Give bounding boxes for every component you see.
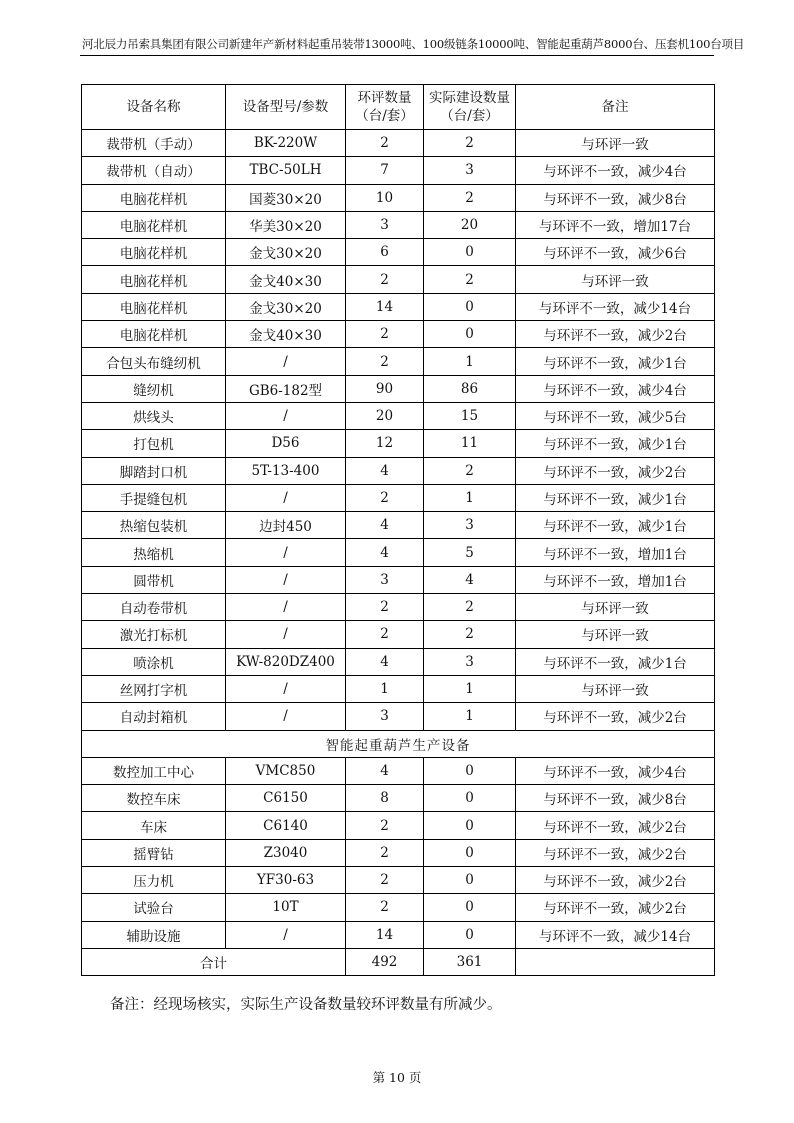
cell-model: D56	[226, 430, 346, 457]
cell-name: 圆带机	[82, 566, 226, 593]
cell-model: 金戈40×30	[226, 266, 346, 293]
cell-remark: 与环评不一致，减少8台	[516, 184, 715, 211]
cell-actual-qty: 5	[424, 539, 516, 566]
cell-model: /	[226, 539, 346, 566]
table-row	[82, 785, 715, 812]
cell-model: C6140	[226, 812, 346, 839]
cell-eia-qty: 2	[346, 130, 424, 157]
cell-actual-qty: 0	[424, 785, 516, 812]
cell-actual-qty: 1	[424, 675, 516, 702]
cell-name: 自动封箱机	[82, 703, 226, 730]
cell-remark: 与环评一致	[516, 266, 715, 293]
cell-remark: 与环评不一致，减少2台	[516, 839, 715, 866]
cell-model: TBC-50LH	[226, 157, 346, 184]
cell-actual-qty: 0	[424, 293, 516, 320]
cell-actual-qty: 2	[424, 457, 516, 484]
cell-eia-qty: 2	[346, 621, 424, 648]
cell-model: C6150	[226, 785, 346, 812]
table-row	[82, 484, 715, 511]
cell-model: 金戈30×20	[226, 239, 346, 266]
cell-name: 数控加工中心	[82, 757, 226, 784]
cell-remark: 与环评不一致，减少5台	[516, 402, 715, 429]
cell-actual-qty: 2	[424, 184, 516, 211]
cell-name: 热缩机	[82, 539, 226, 566]
cell-model: /	[226, 594, 346, 621]
cell-actual-qty: 15	[424, 402, 516, 429]
cell-model: KW-820DZ400	[226, 648, 346, 675]
total-eia-qty: 492	[346, 948, 424, 975]
cell-eia-qty: 12	[346, 430, 424, 457]
cell-name: 激光打标机	[82, 621, 226, 648]
cell-remark: 与环评不一致，减少1台	[516, 512, 715, 539]
cell-remark: 与环评不一致，增加1台	[516, 539, 715, 566]
cell-model: 金戈40×30	[226, 321, 346, 348]
page-number: 第 10 页	[372, 1070, 422, 1085]
cell-remark: 与环评不一致，减少8台	[516, 785, 715, 812]
cell-actual-qty: 3	[424, 648, 516, 675]
cell-eia-qty: 3	[346, 566, 424, 593]
cell-remark: 与环评不一致，减少2台	[516, 894, 715, 921]
cell-actual-qty: 1	[424, 348, 516, 375]
cell-name: 烘线头	[82, 402, 226, 429]
cell-eia-qty: 7	[346, 157, 424, 184]
cell-actual-qty: 0	[424, 812, 516, 839]
cell-eia-qty: 6	[346, 239, 424, 266]
col-header-eia-qty: 环评数量（台/套）	[346, 85, 424, 130]
cell-remark: 与环评一致	[516, 675, 715, 702]
page-header: 河北辰力吊索具集团有限公司新建年产新材料起重吊装带13000吨、100级链条10000吨、智能起重葫芦8000台、压套机100台项目	[82, 37, 745, 51]
table-row	[82, 921, 715, 948]
cell-remark: 与环评一致	[516, 621, 715, 648]
cell-name: 辅助设施	[82, 921, 226, 948]
cell-model: /	[226, 921, 346, 948]
cell-model: /	[226, 566, 346, 593]
cell-model: GB6-182型	[226, 375, 346, 402]
total-row	[82, 948, 715, 975]
table-row	[82, 757, 715, 784]
cell-name: 喷涂机	[82, 648, 226, 675]
cell-eia-qty: 3	[346, 211, 424, 238]
cell-actual-qty: 2	[424, 266, 516, 293]
table-row	[82, 211, 715, 238]
table-row	[82, 648, 715, 675]
cell-actual-qty: 2	[424, 621, 516, 648]
table-row	[82, 675, 715, 702]
cell-model: 边封450	[226, 512, 346, 539]
cell-model: /	[226, 675, 346, 702]
cell-remark: 与环评不一致，减少6台	[516, 239, 715, 266]
header-rule	[80, 55, 714, 56]
cell-eia-qty: 2	[346, 839, 424, 866]
cell-name: 电脑花样机	[82, 266, 226, 293]
cell-name: 电脑花样机	[82, 211, 226, 238]
cell-name: 电脑花样机	[82, 184, 226, 211]
table-row	[82, 703, 715, 730]
cell-model: /	[226, 703, 346, 730]
cell-actual-qty: 0	[424, 239, 516, 266]
cell-eia-qty: 4	[346, 457, 424, 484]
cell-actual-qty: 0	[424, 867, 516, 894]
cell-name: 丝网打字机	[82, 675, 226, 702]
table-row	[82, 839, 715, 866]
table-row	[82, 812, 715, 839]
cell-eia-qty: 4	[346, 512, 424, 539]
cell-model: 5T-13-400	[226, 457, 346, 484]
cell-eia-qty: 8	[346, 785, 424, 812]
total-remark	[516, 948, 715, 975]
table-row	[82, 375, 715, 402]
cell-remark: 与环评不一致，减少1台	[516, 648, 715, 675]
cell-name: 电脑花样机	[82, 321, 226, 348]
cell-eia-qty: 2	[346, 812, 424, 839]
cell-remark: 与环评不一致，减少1台	[516, 430, 715, 457]
cell-eia-qty: 2	[346, 867, 424, 894]
cell-actual-qty: 3	[424, 157, 516, 184]
cell-eia-qty: 1	[346, 675, 424, 702]
cell-remark: 与环评不一致，减少2台	[516, 703, 715, 730]
cell-actual-qty: 4	[424, 566, 516, 593]
table-row	[82, 348, 715, 375]
cell-remark: 与环评不一致，减少4台	[516, 375, 715, 402]
cell-name: 打包机	[82, 430, 226, 457]
equipment-table	[81, 84, 715, 976]
cell-model: VMC850	[226, 757, 346, 784]
cell-eia-qty: 10	[346, 184, 424, 211]
cell-name: 裁带机（手动）	[82, 130, 226, 157]
cell-remark: 与环评不一致，减少4台	[516, 157, 715, 184]
cell-actual-qty: 0	[424, 839, 516, 866]
table-row	[82, 867, 715, 894]
cell-model: /	[226, 348, 346, 375]
cell-model: 金戈30×20	[226, 293, 346, 320]
cell-remark: 与环评不一致，减少2台	[516, 867, 715, 894]
col-header-model: 设备型号/参数	[226, 85, 346, 130]
table-row	[82, 512, 715, 539]
cell-eia-qty: 90	[346, 375, 424, 402]
table-row	[82, 894, 715, 921]
table-row	[82, 157, 715, 184]
cell-name: 裁带机（自动）	[82, 157, 226, 184]
cell-remark: 与环评不一致，减少4台	[516, 757, 715, 784]
cell-model: Z3040	[226, 839, 346, 866]
cell-remark: 与环评不一致，减少14台	[516, 293, 715, 320]
table-row	[82, 184, 715, 211]
cell-eia-qty: 2	[346, 321, 424, 348]
table-row	[82, 457, 715, 484]
cell-remark: 与环评不一致，减少1台	[516, 484, 715, 511]
cell-name: 数控车床	[82, 785, 226, 812]
table-row	[82, 402, 715, 429]
footnote: 备注：经现场核实，实际生产设备数量较环评数量有所减少。	[110, 997, 502, 1013]
cell-eia-qty: 14	[346, 293, 424, 320]
cell-actual-qty: 86	[424, 375, 516, 402]
col-header-name: 设备名称	[82, 85, 226, 130]
cell-model: /	[226, 621, 346, 648]
table-row	[82, 539, 715, 566]
cell-eia-qty: 20	[346, 402, 424, 429]
cell-actual-qty: 11	[424, 430, 516, 457]
cell-eia-qty: 2	[346, 266, 424, 293]
cell-eia-qty: 4	[346, 757, 424, 784]
cell-actual-qty: 20	[424, 211, 516, 238]
cell-eia-qty: 2	[346, 894, 424, 921]
cell-name: 自动卷带机	[82, 594, 226, 621]
table-row	[82, 266, 715, 293]
cell-actual-qty: 1	[424, 484, 516, 511]
col-header-remark: 备注	[516, 85, 715, 130]
cell-eia-qty: 14	[346, 921, 424, 948]
table-row	[82, 430, 715, 457]
cell-eia-qty: 2	[346, 484, 424, 511]
cell-eia-qty: 4	[346, 648, 424, 675]
cell-name: 试验台	[82, 894, 226, 921]
table-row	[82, 321, 715, 348]
cell-remark: 与环评不一致，减少2台	[516, 812, 715, 839]
table-row	[82, 239, 715, 266]
cell-model: BK-220W	[226, 130, 346, 157]
cell-name: 车床	[82, 812, 226, 839]
cell-name: 电脑花样机	[82, 239, 226, 266]
col-header-actual-qty: 实际建设数量（台/套）	[424, 85, 516, 130]
cell-remark: 与环评一致	[516, 594, 715, 621]
cell-name: 缝纫机	[82, 375, 226, 402]
cell-remark: 与环评一致	[516, 130, 715, 157]
table-row	[82, 293, 715, 320]
cell-model: YF30-63	[226, 867, 346, 894]
cell-eia-qty: 2	[346, 348, 424, 375]
table-header-row	[82, 85, 715, 130]
cell-eia-qty: 4	[346, 539, 424, 566]
cell-actual-qty: 1	[424, 703, 516, 730]
cell-name: 电脑花样机	[82, 293, 226, 320]
table-row	[82, 594, 715, 621]
cell-remark: 与环评不一致，减少1台	[516, 348, 715, 375]
cell-name: 热缩包装机	[82, 512, 226, 539]
cell-remark: 与环评不一致，增加1台	[516, 566, 715, 593]
cell-name: 手提缝包机	[82, 484, 226, 511]
cell-actual-qty: 3	[424, 512, 516, 539]
cell-actual-qty: 2	[424, 594, 516, 621]
table-row	[82, 130, 715, 157]
cell-eia-qty: 2	[346, 594, 424, 621]
table-row	[82, 566, 715, 593]
cell-model: /	[226, 484, 346, 511]
cell-remark: 与环评不一致，减少2台	[516, 457, 715, 484]
cell-actual-qty: 2	[424, 130, 516, 157]
section-title: 智能起重葫芦生产设备	[82, 730, 715, 757]
cell-actual-qty: 0	[424, 757, 516, 784]
cell-actual-qty: 0	[424, 921, 516, 948]
cell-model: 国菱30×20	[226, 184, 346, 211]
cell-remark: 与环评不一致，减少2台	[516, 321, 715, 348]
cell-name: 压力机	[82, 867, 226, 894]
cell-model: 10T	[226, 894, 346, 921]
cell-name: 摇臂钻	[82, 839, 226, 866]
cell-actual-qty: 0	[424, 894, 516, 921]
cell-remark: 与环评不一致，减少14台	[516, 921, 715, 948]
total-actual-qty: 361	[424, 948, 516, 975]
cell-eia-qty: 3	[346, 703, 424, 730]
cell-remark: 与环评不一致，增加17台	[516, 211, 715, 238]
cell-name: 脚踏封口机	[82, 457, 226, 484]
cell-model: 华美30×20	[226, 211, 346, 238]
cell-name: 合包头布缝纫机	[82, 348, 226, 375]
section-row	[82, 730, 715, 757]
table-row	[82, 621, 715, 648]
cell-model: /	[226, 402, 346, 429]
cell-actual-qty: 0	[424, 321, 516, 348]
total-label: 合计	[82, 948, 346, 975]
